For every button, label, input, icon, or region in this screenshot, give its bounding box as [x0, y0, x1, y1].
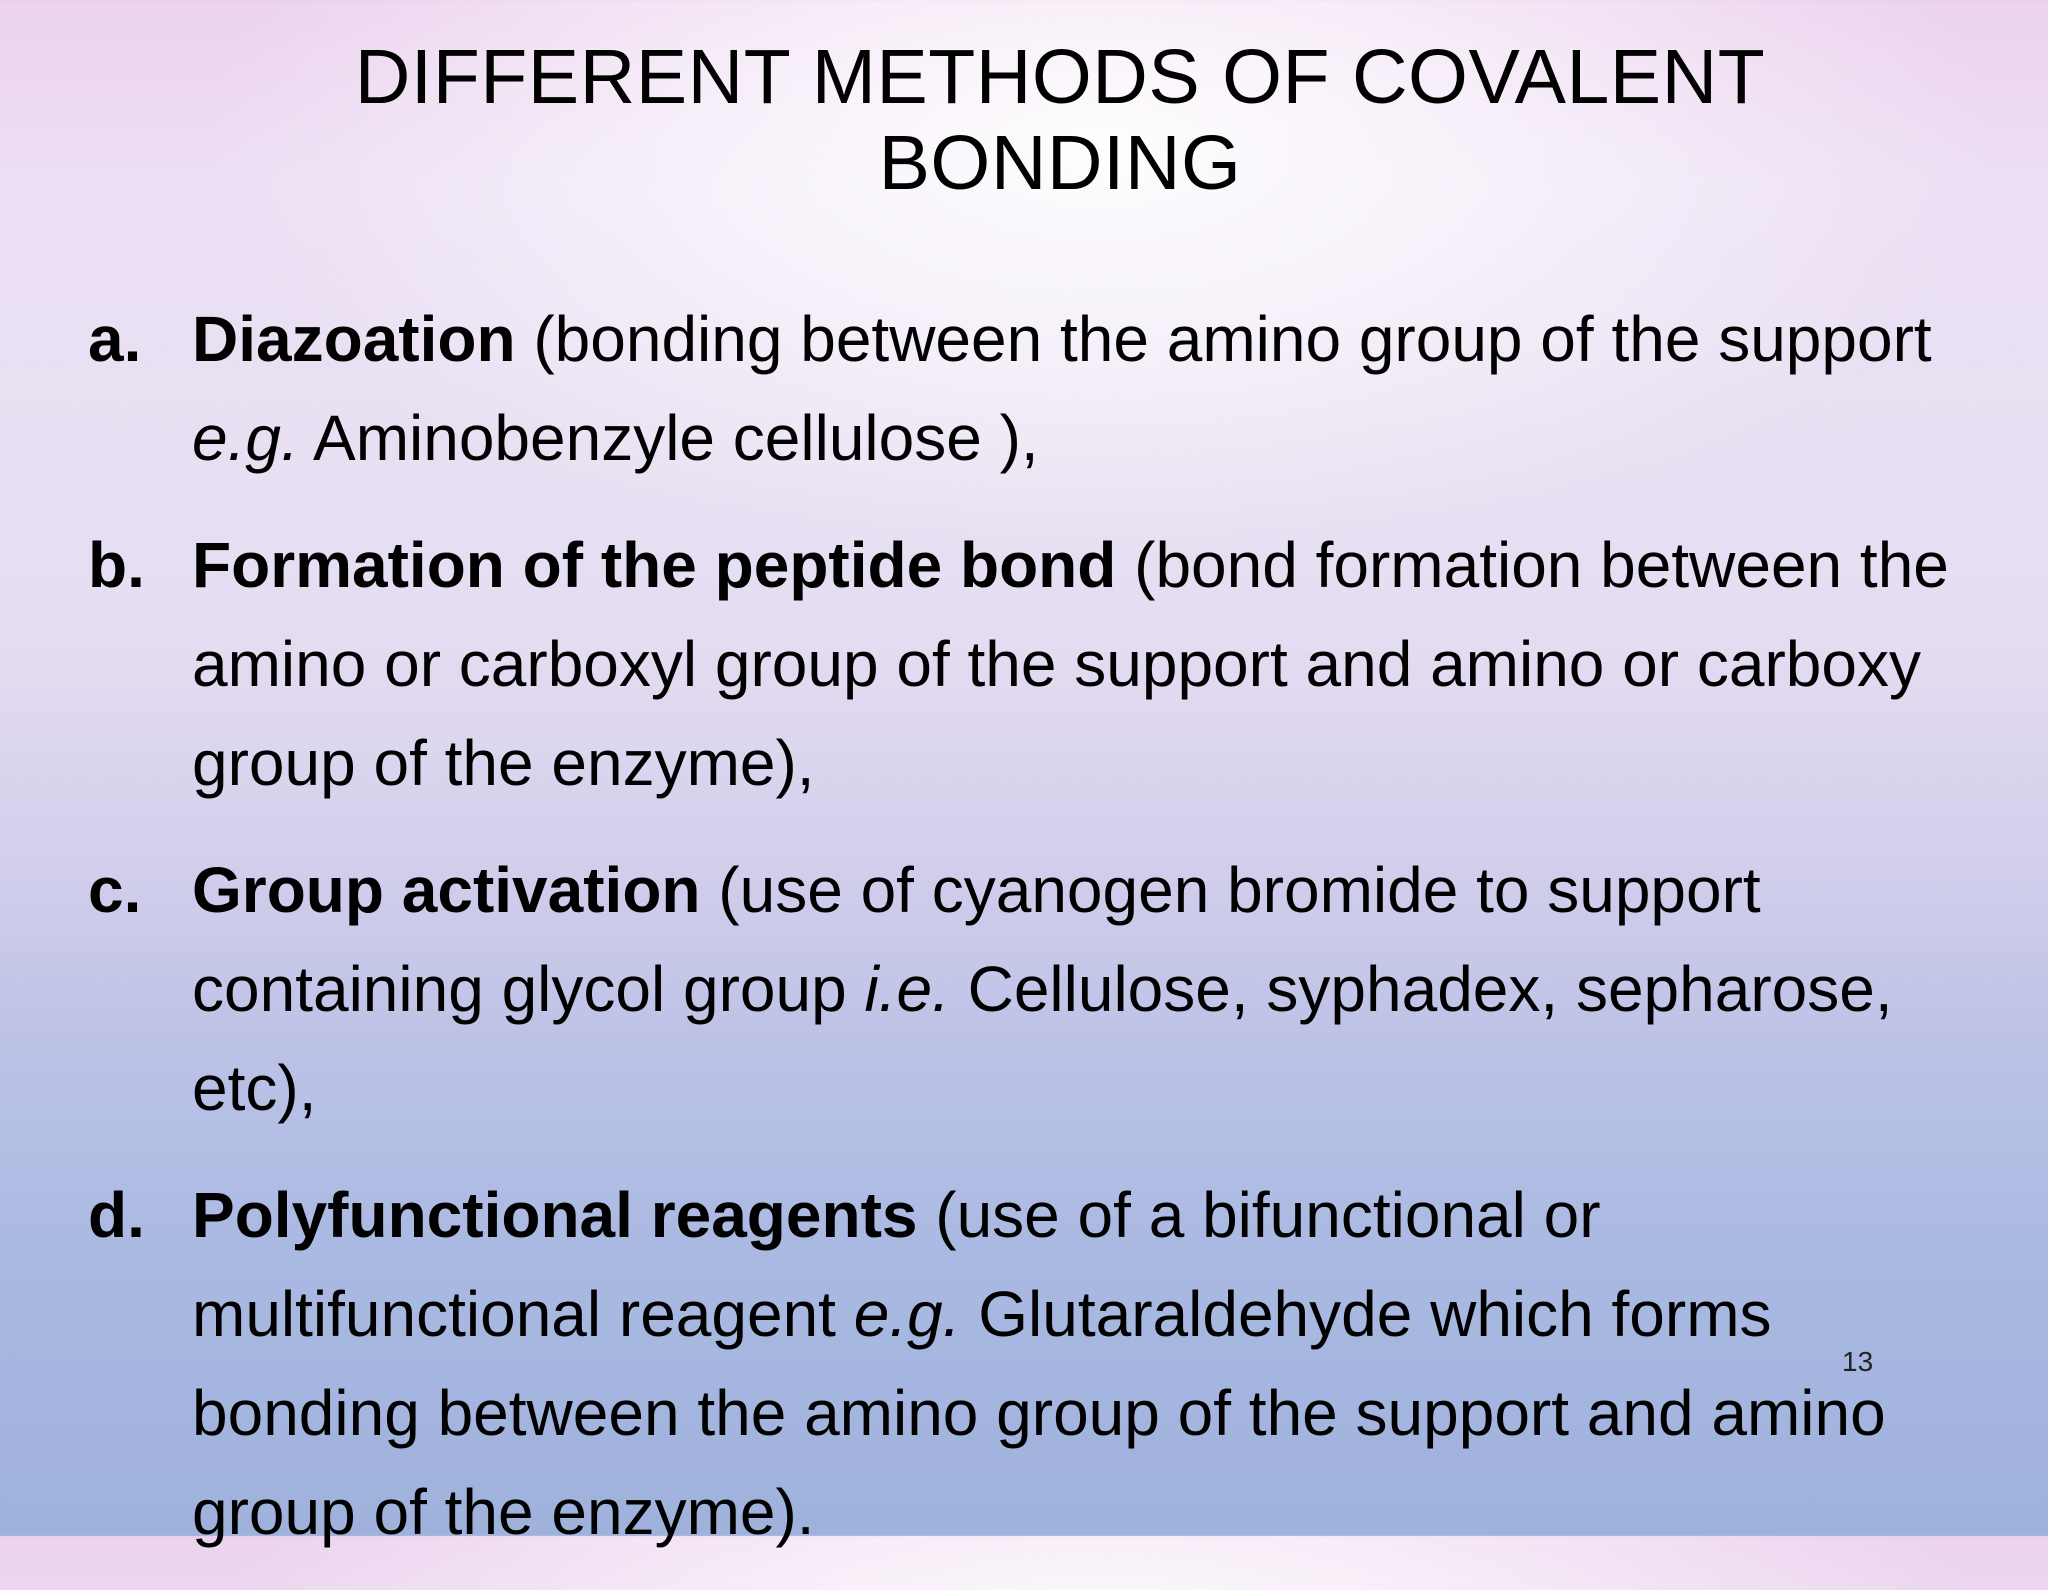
list-marker: d.	[88, 1179, 145, 1251]
list-item-emphasis: e.g.	[853, 1278, 961, 1350]
list-item-term: Polyfunctional reagents	[192, 1179, 918, 1251]
slide-title-line-1: DIFFERENT METHODS OF COVALENT	[354, 34, 1766, 120]
list-item-term: Group activation	[192, 854, 701, 926]
slide-title-line-2: BONDING	[878, 120, 1242, 206]
list-item-peptide-bond	[88, 516, 2048, 813]
list-item-text: Aminobenzyle cellulose ),	[298, 402, 1039, 474]
page-number: 13	[1842, 1346, 1874, 1377]
list-item-text: Cellulose, syphadex, sepharose, etc),	[192, 953, 1893, 1124]
list-marker: a.	[88, 303, 142, 375]
list-item-emphasis: i.e.	[864, 953, 950, 1025]
list-marker: c.	[88, 854, 142, 926]
list-item-text: (use of a bifunctional or multifunctional reagent	[192, 1179, 1601, 1350]
slide-title	[280, 34, 1840, 206]
list-item-term: Formation of the peptide bond	[192, 529, 1117, 601]
list-item-diazoation	[88, 290, 1942, 488]
list-item-polyfunctional-reagents	[88, 1166, 1982, 1562]
list-marker: b.	[88, 529, 145, 601]
list-item-text: (bonding between the amino group of the support	[515, 303, 1932, 375]
list-item-text: (use of cyanogen bromide to support containing glycol group	[192, 854, 1761, 1025]
list-item-emphasis: e.g.	[192, 402, 299, 474]
list-item-text: Glutaraldehyde which forms bonding between the amino group of the support and amino group of the enzyme).	[192, 1278, 1886, 1548]
list-item-text: (bond formation between the amino or carboxyl group of the support and amino or carboxy group of the enzyme),	[192, 529, 1949, 799]
list-item-group-activation	[88, 841, 1982, 1138]
methods-list	[88, 290, 1988, 1590]
list-item-term: Diazoation	[192, 303, 516, 375]
